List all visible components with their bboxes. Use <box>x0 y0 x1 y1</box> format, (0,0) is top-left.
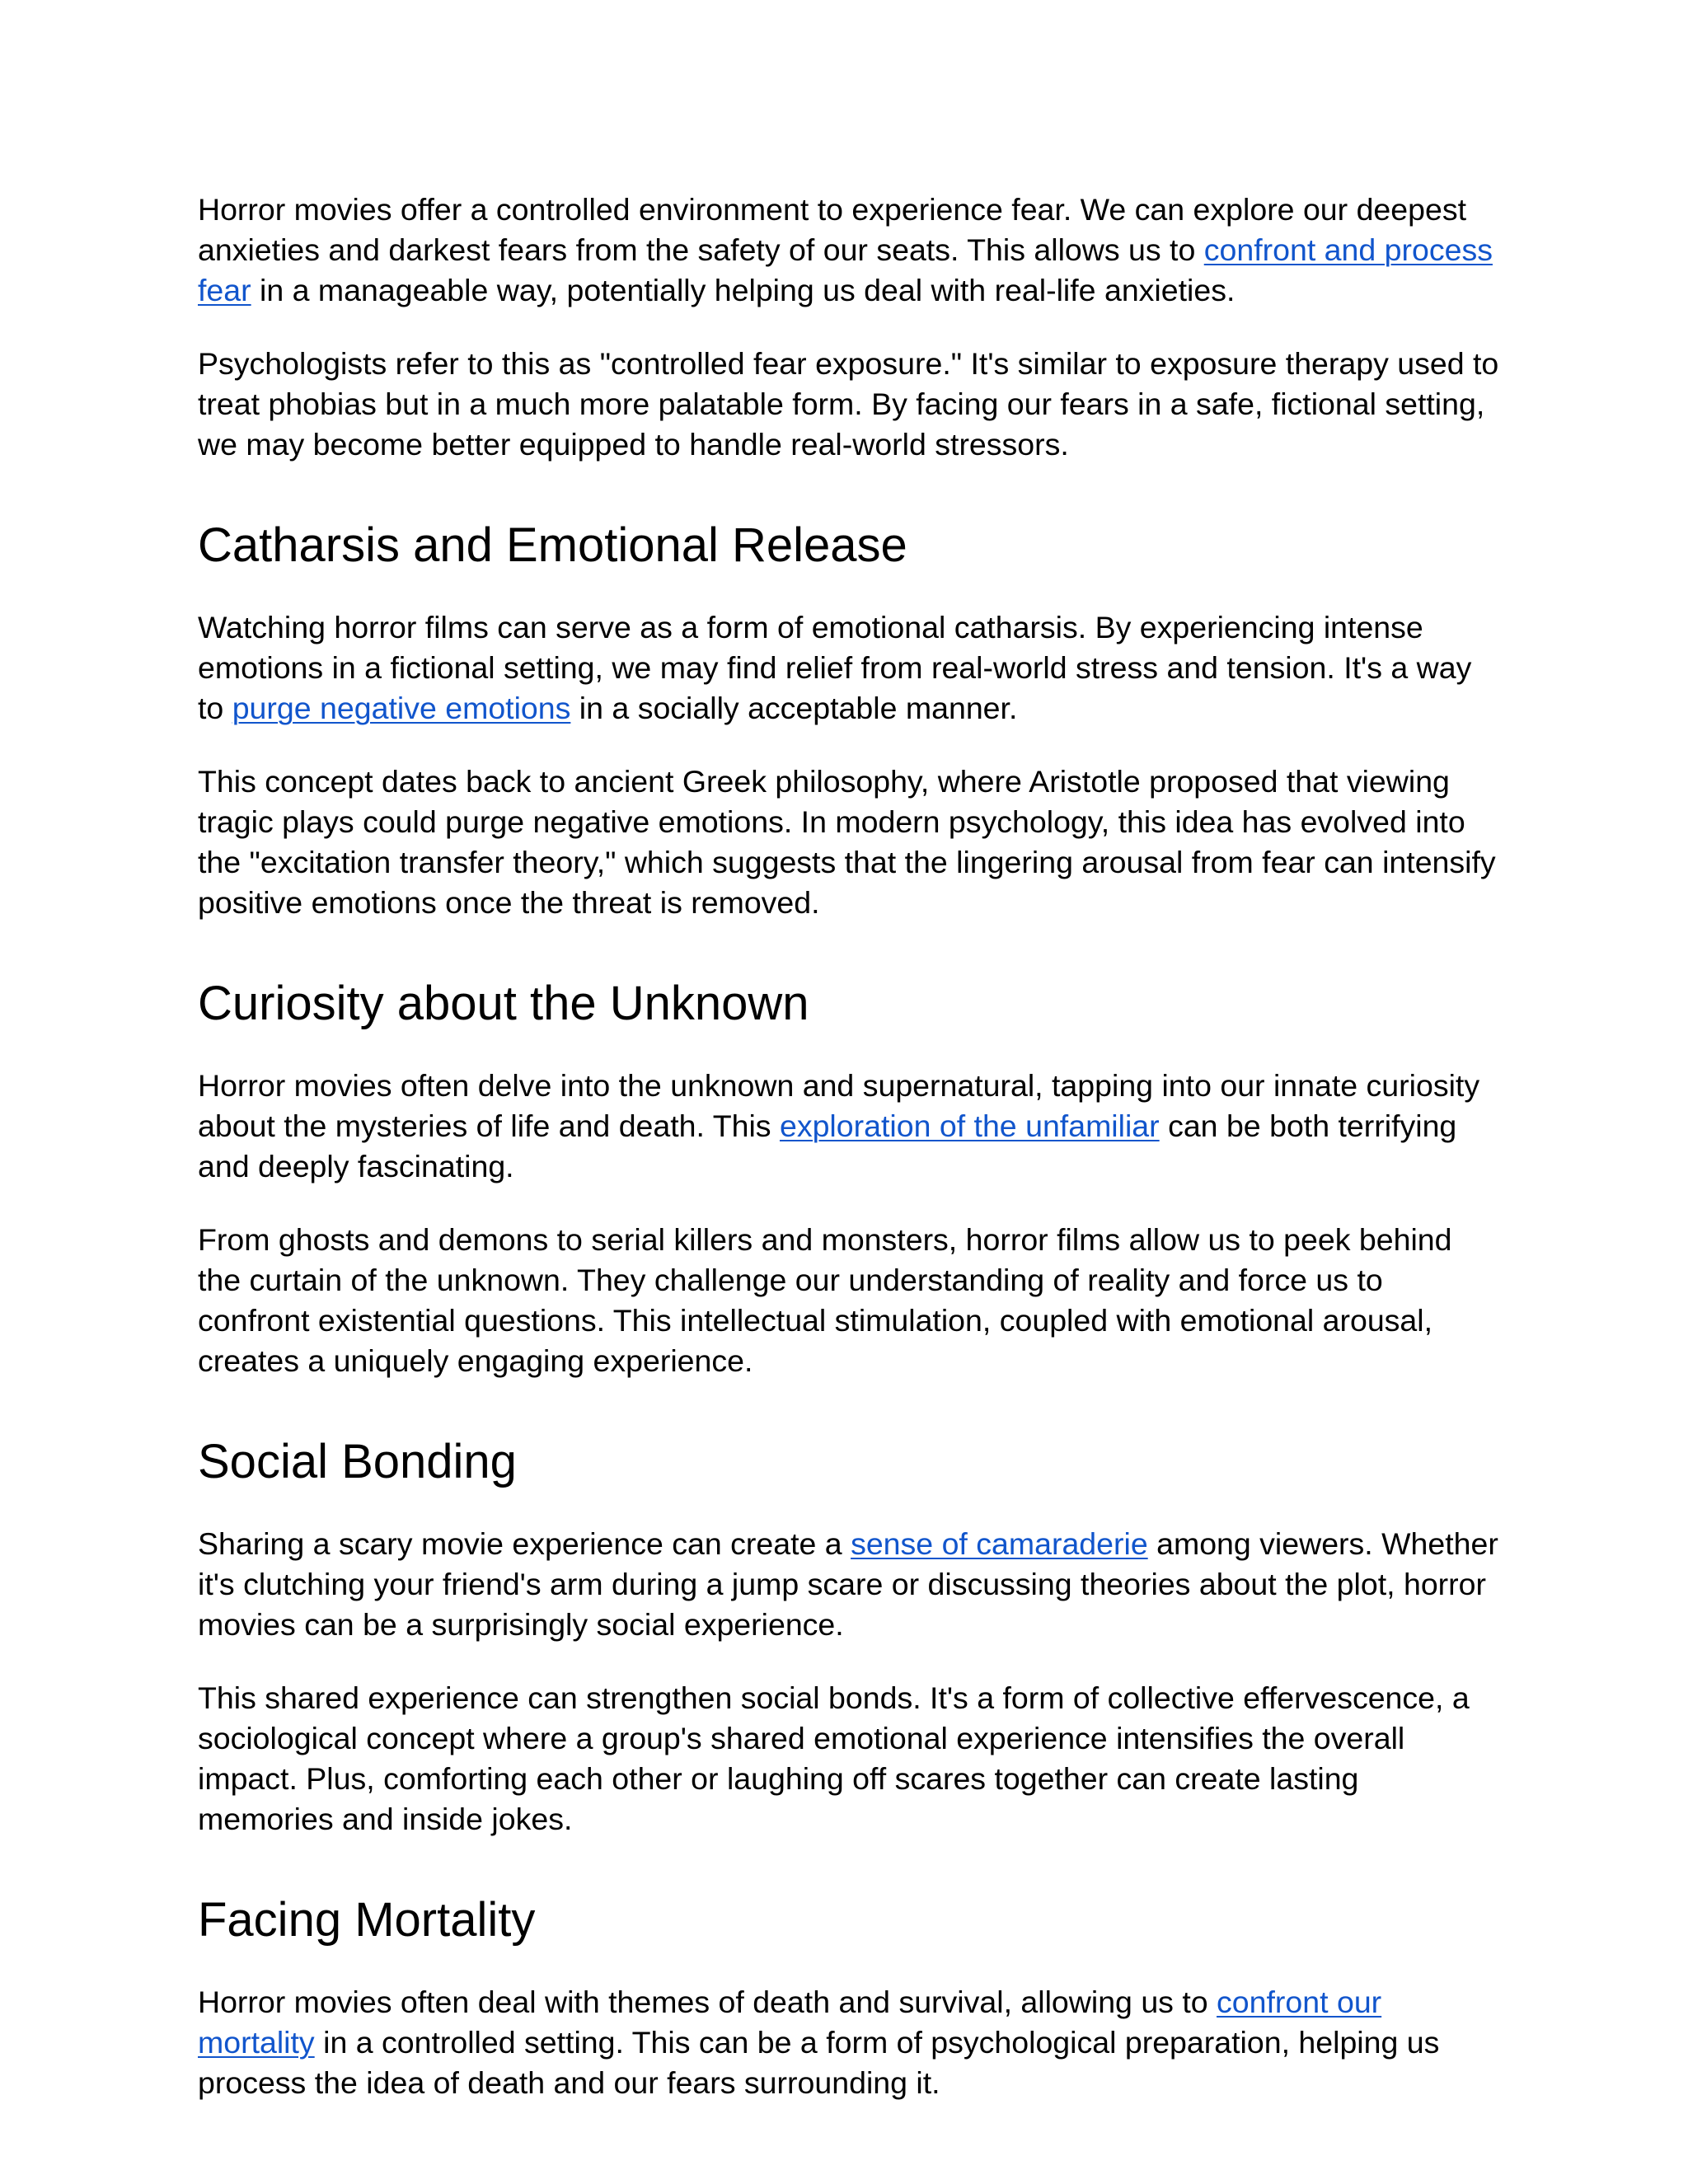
paragraph-text: Horror movies often deal with themes of death and survival, allowing us to <box>198 1985 1217 2019</box>
link-exploration-of-the-unfamiliar[interactable]: exploration of the unfamiliar <box>779 1108 1160 1143</box>
paragraph-catharsis-aristotle: This concept dates back to ancient Greek philosophy, where Aristotle proposed that viewing tragic plays could purge negative emotions. In modern psychology, this idea has evolved into the "excitation transfer theory," which suggests that the lingering arousal from fear can intensify positive emotions once the threat is removed. <box>198 764 1496 920</box>
link-confront-our-mortality[interactable]: confront our mortality <box>198 1985 1382 2060</box>
paragraph-controlled-fear-exposure: Psychologists refer to this as "controlled fear exposure." It's similar to exposure therapy used to treat phobias but in a much more palatable form. By facing our fears in a safe, fictional setting, we may become better equipped to handle real-world stressors. <box>198 346 1499 462</box>
paragraph-mortality-intro <box>198 1982 1500 2103</box>
paragraph-curiosity-ghosts: From ghosts and demons to serial killers and monsters, horror films allow us to peek behind the curtain of the unknown. They challenge our understanding of reality and force us to confront existential questions. This intellectual stimulation, coupled with emotional arousal, creates a uniquely engaging experience. <box>198 1222 1452 1378</box>
paragraph-text: Watching horror films can serve as a form of emotional catharsis. By experiencing intense emotions in a fictional setting, we may find relief from real-world stress and tension. It's a way to <box>198 610 1472 725</box>
paragraph-text: Horror movies often delve into the unknown and supernatural, tapping into our innate curiosity about the mysteries of life and death. This <box>198 1068 1480 1143</box>
paragraph-curiosity-intro <box>198 1066 1500 1187</box>
paragraph-controlled-fear-intro <box>198 190 1500 311</box>
paragraph-text: in a controlled setting. This can be a form of psychological preparation, helping us process the idea of death and our fears surrounding it. <box>198 2025 1440 2100</box>
heading-social-bonding: Social Bonding <box>198 1435 517 1488</box>
document-body <box>198 190 1500 2103</box>
paragraph-text: in a manageable way, potentially helping us deal with real-life anxieties. <box>251 273 1236 307</box>
paragraph-text: in a socially acceptable manner. <box>570 691 1018 725</box>
paragraph-social-intro <box>198 1524 1500 1645</box>
paragraph-text: Sharing a scary movie experience can create a <box>198 1526 851 1561</box>
paragraph-catharsis-intro <box>198 607 1500 729</box>
paragraph-social-bonds: This shared experience can strengthen social bonds. It's a form of collective effervescence, a sociological concept where a group's shared emotional experience intensifies the overall impact. Plus, comforting each other or laughing off scares together can create lasting memories and inside jokes. <box>198 1680 1470 1836</box>
paragraph-text: Horror movies offer a controlled environment to experience fear. We can explore our deepest anxieties and darkest fears from the safety of our seats. This allows us to <box>198 192 1467 267</box>
heading-facing-mortality: Facing Mortality <box>198 1893 536 1947</box>
paragraph-text: among viewers. Whether it's clutching your friend's arm during a jump scare or discussing theories about the plot, horror movies can be a surprisingly social experience. <box>198 1526 1498 1642</box>
heading-catharsis: Catharsis and Emotional Release <box>198 518 907 572</box>
link-confront-and-process-fear[interactable]: confront and process fear <box>198 232 1493 307</box>
link-purge-negative-emotions[interactable]: purge negative emotions <box>232 691 571 725</box>
paragraph-text: can be both terrifying and deeply fascinating. <box>198 1108 1457 1183</box>
heading-curiosity: Curiosity about the Unknown <box>198 977 809 1030</box>
link-sense-of-camaraderie[interactable]: sense of camaraderie <box>851 1526 1148 1561</box>
